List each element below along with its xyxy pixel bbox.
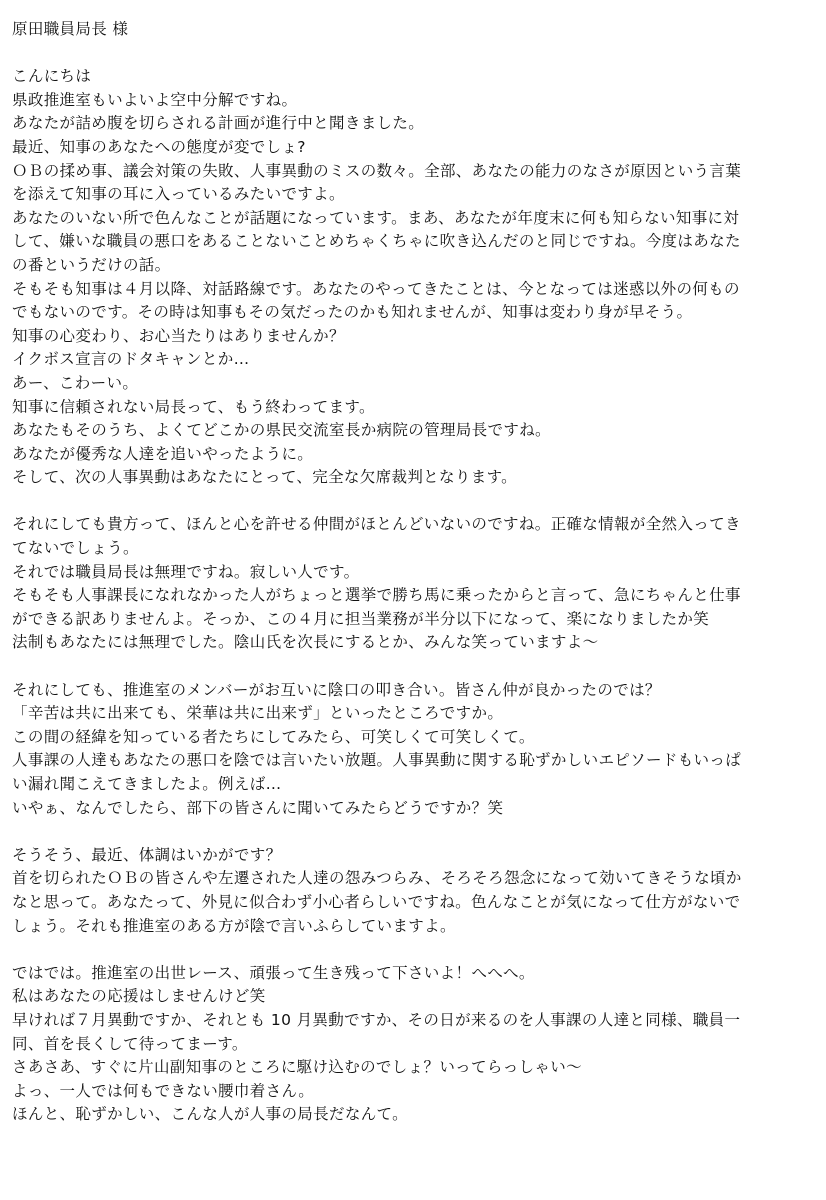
text-line: い漏れ聞こえてきましたよ。例えば… <box>12 775 282 793</box>
text-line: でもないのです。その時は知事もその気だったのかも知れませんが、知事は変わり身が早そう。 <box>12 303 693 322</box>
text-line: 早ければ７月異動ですか、それとも 10 月異動ですか、その日が来るのを人事課の人達と同様、職員一 <box>12 1010 741 1029</box>
text-line: 人事課の人達もあなたの悪口を陰では言いたい放題。人事異動に関する恥ずかしいエピソードもいっぱ <box>12 751 742 770</box>
text-line: あー、こわーい。 <box>12 373 139 392</box>
text-line: 首を切られたＯＢの皆さんや左遷された人達の怨みつらみ、そろそろ怨念になって効いてきそうな頃か <box>12 869 742 888</box>
paragraph-5 <box>12 962 818 1127</box>
text-line: を添えて知事の耳に入っているみたいですよ。 <box>12 185 345 204</box>
text-line: そして、次の人事異動はあなたにとって、完全な欠席裁判となります。 <box>12 468 518 487</box>
blank-line <box>12 42 818 66</box>
text-line: あなたもそのうち、よくてどこかの県民交流室長か病院の管理局長ですね。 <box>12 421 551 440</box>
text-line: ＯＢの揉め事、議会対策の失敗、人事異動のミスの数々。全部、あなたの能力のなさが原因という言葉 <box>12 161 742 180</box>
text-line: さあさあ、すぐに片山副知事のところに駆け込むのでしょ？いってらっしゃい～ <box>12 1058 582 1077</box>
text-line: こんにちは <box>12 67 92 86</box>
text-line: 「辛苦は共に出来ても、栄華は共に出来ず」といったところですか。 <box>12 704 504 723</box>
text-line: そもそも人事課長になれなかった人がちょっと選挙で勝ち馬に乗ったからと言って、急にちゃんと仕事 <box>12 586 741 605</box>
text-line: あなたのいない所で色んなことが話題になっています。まあ、あなたが年度末に何も知らない知事に対 <box>12 208 740 227</box>
text-line: しょう。それも推進室のある方が陰で言いふらしていますよ。 <box>12 916 456 935</box>
text-line: 最近、知事のあなたへの態度が変でしょ? <box>12 137 306 156</box>
text-line: イクボス宣言のドタキャンとか… <box>12 350 250 369</box>
blank-line <box>12 938 818 962</box>
blank-line <box>12 490 818 514</box>
text-line: ではでは。推進室の出世レース、頑張って生き残って下さいよ！へへへ。 <box>12 963 535 982</box>
paragraph-4 <box>12 844 818 938</box>
text-line: の番というだけの話。 <box>12 255 171 274</box>
text-line: ができる訳ありませんよ。そっか、この４月に担当業務が半分以下になって、楽になりましたか笑 <box>12 609 710 628</box>
text-line: そうそう、最近、体調はいかがです？ <box>12 845 282 864</box>
blank-line <box>12 655 818 679</box>
text-line: して、嫌いな職員の悪口をあることないことめちゃくちゃに吹き込んだのと同じですね。今度はあなた <box>12 232 741 251</box>
text-line: ほんと、恥ずかしい、こんな人が人事の局長だなんて。 <box>12 1105 408 1124</box>
paragraph-1 <box>12 65 818 490</box>
blank-line <box>12 820 818 844</box>
text-line: あなたが詰め腹を切らされる計画が進行中と聞きました。 <box>12 114 425 133</box>
letter-document <box>12 18 818 1127</box>
paragraph-2 <box>12 513 818 655</box>
paragraph-3 <box>12 679 818 821</box>
text-line: それでは職員局長は無理ですね。寂しい人です。 <box>12 562 360 581</box>
text-line: なと思って。あなたって、外見に似合わず小心者らしいですね。色んなことが気になって仕方がないで <box>12 892 741 911</box>
text-line: それにしても貴方って、ほんと心を許せる仲間がほとんどいないのですね。正確な情報が全然入ってき <box>12 515 741 534</box>
text-line: 同、首を長くして待ってまーす。 <box>12 1034 248 1053</box>
text-line: 知事の心変わり、お心当たりはありませんか？ <box>12 326 345 345</box>
text-line: あなたが優秀な人達を追いやったように。 <box>12 444 314 463</box>
text-line: 知事に信頼されない局長って、もう終わってます。 <box>12 397 375 416</box>
text-line: 県政推進室もいよいよ空中分解ですね。 <box>12 90 298 109</box>
text-line: そもそも知事は４月以降、対話路線です。あなたのやってきたことは、今となっては迷惑以外の何もの <box>12 279 740 298</box>
text-line: それにしても、推進室のメンバーがお互いに陰口の叩き合い。皆さん仲が良かったのでは？ <box>12 680 661 699</box>
salutation: 原田職員局長 様 <box>12 20 129 38</box>
text-line: この間の経緯を知っている者たちにしてみたら、可笑しくて可笑しくて。 <box>12 727 535 746</box>
text-line: よっ、一人では何もできない腰巾着さん。 <box>12 1081 315 1100</box>
text-line: 私はあなたの応援はしませんけど笑 <box>12 987 266 1006</box>
text-line: 法制もあなたには無理でした。陰山氏を次長にするとか、みんな笑っていますよ～ <box>12 633 599 652</box>
text-line: いやぁ、なんでしたら、部下の皆さんに聞いてみたらどうですか？笑 <box>12 798 504 817</box>
text-line: てないでしょう。 <box>12 539 139 558</box>
